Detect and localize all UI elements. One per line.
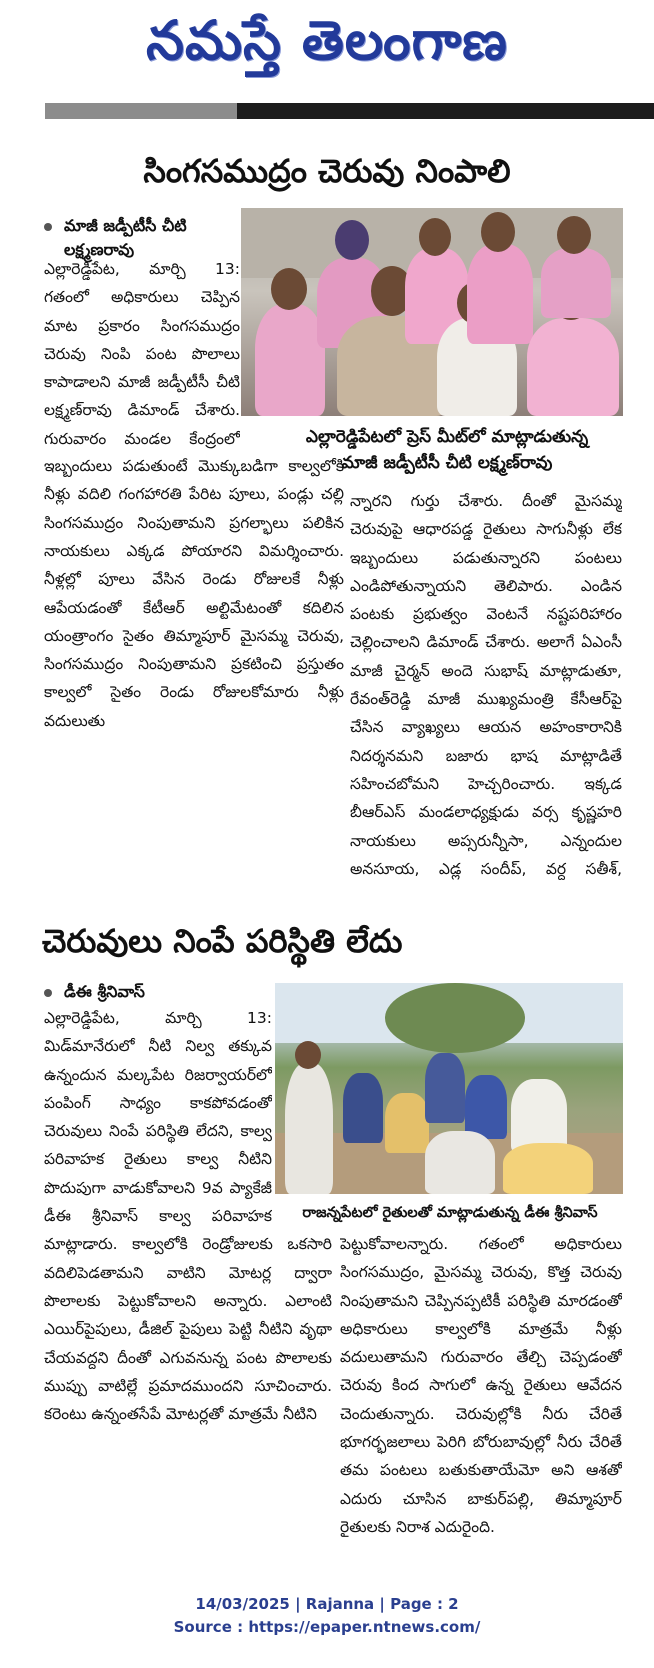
person-shape <box>511 1079 567 1153</box>
person-shape <box>465 1075 507 1139</box>
person-head <box>335 220 369 260</box>
person-head <box>271 268 307 310</box>
bullet-icon <box>44 989 52 997</box>
footer-date-line: 14/03/2025 | Rajanna | Page : 2 <box>195 1595 459 1613</box>
person-head <box>419 218 451 256</box>
article1-left-column-bottom <box>44 458 344 908</box>
article1-right-text: న్నారని గుర్తు చేశారు. దీంతో మైసమ్మ చెరువుపై ఆధారపడ్డ రైతులు సాగునీళ్లు లేక ఇబ్బందులు పడుతున్నారని పంటలు ఎండిపోతున్నాయని తెలిపారు. ఎండిన పంటకు ప్రభుత్వం వెంటనే నష్టపరిహారం చెల్లించాలని డిమాండ్ చేశారు. అలాగే ఏఎంసీ మాజీ చైర్మన్ అందె సుభాష్ మాట్లాడుతూ, రేవంత్‌రెడ్డి మాజీ ముఖ్యమంత్రి కేసీఆర్‌పై చేసిన వ్యాఖ్యలు ఆయన అహంకారానికి నిదర్శనమని బజారు భాష మాట్లాడితే సహించబోమని హెచ్చరించారు. ఇక్కడ బీఆర్‌ఎస్ మండలాధ్యక్షుడు వర్స కృష్ణహరి నాయకులు అప్సరున్నీసా, ఎన్నందుల అనసూయ, ఎడ్ల సందీప్, వర్ద సతీశ్, <box>350 492 622 878</box>
farmers-meeting-photo <box>275 983 623 1194</box>
person-shape <box>425 1053 465 1123</box>
press-meet-photo <box>241 208 623 416</box>
article2-headline: చెరువులు నింపే పరిస్థితి లేదు <box>42 922 403 960</box>
person-shape <box>343 1073 383 1143</box>
person-shape <box>385 1093 429 1153</box>
bullet-icon <box>44 223 52 231</box>
rule-gray-segment <box>45 103 237 119</box>
newspaper-logo: నమస్తే తెలంగాణ <box>146 8 508 72</box>
article2-left-column-bottom <box>44 1230 332 1590</box>
person-head <box>481 212 515 252</box>
person-shape <box>255 304 325 416</box>
article2-byline-text: డీఈ శ్రీనివాస్ <box>64 982 145 1001</box>
article1-headline: సింగసముద్రం చెరువు నింపాలి <box>143 152 511 190</box>
article2-left-column-top <box>44 1004 272 1230</box>
article1-caption-line1: ఎల్లారెడ్డిపేటలో ప్రెస్ మీట్‌లో మాట్లాడుతున్న <box>305 427 589 447</box>
person-shape <box>527 318 619 416</box>
person-shape <box>541 248 611 318</box>
article1-caption-line2: మాజీ జడ్పీటీసీ చీటి లక్ష్మణ్‌రావు <box>341 453 553 473</box>
article1-left-text-continued: ఇబ్బందులు పడుతుంటే మొక్కుబడిగా కాల్వలోకి నీళ్లు వదిలి గంగహారతి పేరిట పూలు, పండ్లు చల్లి సింగసముద్రం నింపుతామని ప్రగల్భాలు పలికిన నాయకులు ఎక్కడ పోయారని విమర్శించారు. నీళ్లల్లో పూలు వేసిన రెండు రోజులకే నీళ్లు ఆపేయడంతో కేటీఆర్ అల్టిమేటంతో కదిలిన యంత్రాంగం సైతం తిమ్మాపూర్ మైసమ్మ చెరువు, సింగసముద్రం నింపుతామని ప్రకటించి ప్రస్తుతం కాల్వలో సైతం రెండు రోజులకోమారు నీళ్లు వదులుతు <box>44 458 344 730</box>
article1-byline-line2: లక్ష్మణరావు <box>64 240 135 259</box>
article2-left-text-continued: మాట్లాడారు. కాల్వలోకి రెండ్రోజులకు ఒకసారి వదిలిపెడతామని వాటిని మోటర్ల ద్వారా పొలాలకు పెట్టుకోవాలని అన్నారు. ఎలాంటి ఎయిర్‌పైపులు, డీజిల్ పైపులు పెట్టి నీటిని వృథా చేయవద్దని దీంతో ఎగువనున్న పంట పొలాలకు ముప్పు వాటిల్లే ప్రమాదముందని సూచించారు. కరెంటు ఉన్నంతసేపే మోటర్లతో మాత్రమే నీటిని <box>44 1235 332 1424</box>
article1-left-text: ఎల్లారెడ్డిపేట, మార్చి 13: గతంలో అధికారులు చెప్పిన మాట ప్రకారం సింగసముద్రం చెరువు నింపి పంట పొలాలు కాపాడాలని మాజీ జడ్పీటీసీ చీటి లక్ష్మణ్‌రావు డిమాండ్ చేశారు. గురువారం మండల కేంద్రంలో <box>44 260 240 448</box>
photo-tree <box>385 983 525 1053</box>
person-shape <box>503 1143 593 1194</box>
article1-right-column <box>350 487 622 887</box>
article1-byline-line1: మాజీ జడ్పీటీసీ చీటి <box>64 216 187 235</box>
masthead <box>0 0 654 100</box>
person-shape <box>425 1131 495 1194</box>
person-head <box>295 1041 321 1069</box>
person-head <box>557 216 591 254</box>
person-shape <box>467 244 533 344</box>
article2-right-column <box>340 1230 622 1570</box>
footer-source-line: Source : https://epaper.ntnews.com/ <box>173 1618 481 1636</box>
article1-left-column-top <box>44 255 240 459</box>
article2-right-text: పెట్టుకోవాలన్నారు. గతంలో అధికారులు సింగసముద్రం, మైసమ్మ చెరువు, కొత్త చెరువు నింపుతామని చెప్పినప్పటికీ పరిస్థితి మారడంతో అధికారులు కాల్వలోకి మాత్రమే నీళ్లు వదులుతామని గురువారం తేల్చి చెప్పడంతో చెరువు కింద సాగులో ఉన్న రైతులు ఆవేదన చెందుతున్నారు. చెరువుల్లోకి నీరు చేరితే భూగర్భజలాలు పెరిగి బోరుబావుల్లో నీరు చేరితే తమ పంటలు బతుకుతాయేమో అని ఆశతో ఎదురు చూసిన బాకుర్‌పల్లి, తిమ్మాపూర్ రైతులకు నిరాశ ఎదురైంది. <box>340 1235 622 1536</box>
masthead-rule <box>45 103 654 119</box>
article2-caption: రాజన్నపేటలో రైతులతో మాట్లాడుతున్న డీఈ శ్రీనివాస్ <box>302 1205 598 1221</box>
article2-byline <box>44 980 264 1004</box>
article2-left-text: ఎల్లారెడ్డిపేట, మార్చి 13: మిడ్‌మానేరులో నీటి నిల్వ తక్కువ ఉన్నందున మల్కపేట రిజర్వాయర్‌లో పంపింగ్ సాధ్యం కాకపోవడంతో చెరువులు నింపే పరిస్థితి లేదని, కాల్వ పరివాహక రైతులు కాల్వ నీటిని పొదుపుగా వాడుకోవాలని 9వ ప్యాకేజీ డీఈ శ్రీనివాస్ కాల్వ పరివాహక <box>44 1009 272 1226</box>
person-shape <box>285 1063 333 1194</box>
rule-dark-segment <box>237 103 654 119</box>
